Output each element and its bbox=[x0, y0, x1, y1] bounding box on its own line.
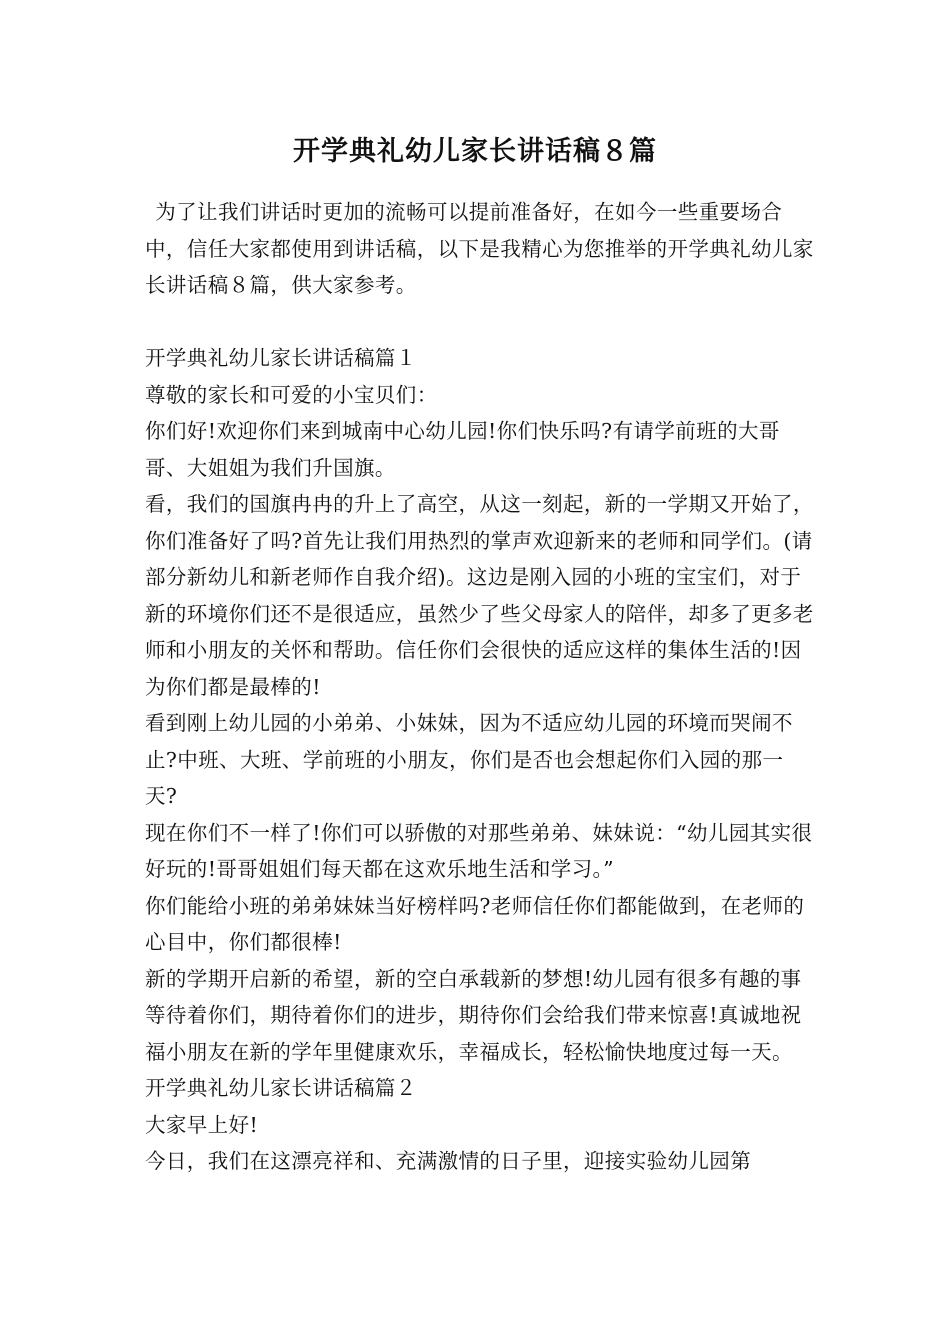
section-heading-2: 开学典礼幼儿家长讲话稿篇２ bbox=[145, 1076, 417, 1100]
intro-paragraph: 为了让我们讲话时更加的流畅可以提前准备好，在如今一些重要场合中，信任大家都使用到讲话稿，以下是我精心为您推举的开学典礼幼儿家长讲话稿８篇，供大家参考。 bbox=[145, 200, 814, 297]
body-paragraph: 你们能给小班的弟弟妹妹当好榜样吗?老师信任你们都能做到，在老师的心目中，你们都很棒! bbox=[145, 893, 805, 954]
body-paragraph: 你们好!欢迎你们来到城南中心幼儿园!你们快乐吗?有请学前班的大哥哥、大姐姐为我们升国旗。 bbox=[145, 419, 780, 480]
body-paragraph: 今日，我们在这漂亮祥和、充满激情的日子里，迎接实验幼儿园第 bbox=[145, 1149, 752, 1173]
paragraph-gap bbox=[145, 304, 815, 341]
section-heading-1: 开学典礼幼儿家长讲话稿篇１ bbox=[145, 346, 417, 370]
document-body bbox=[145, 194, 815, 1180]
body-paragraph: 看到刚上幼儿园的小弟弟、小妹妹，因为不适应幼儿园的环境而哭闹不止?中班、大班、学前班的小朋友，你们是否也会想起你们入园的那一天? bbox=[145, 711, 793, 808]
body-paragraph: 看，我们的国旗冉冉的升上了高空，从这一刻起，新的一学期又开始了，你们准备好了吗?首先让我们用热烈的掌声欢迎新来的老师和同学们。(请部分新幼儿和新老师作自我介绍)。这边是刚入园的小班的宝宝们，对于新的环境你们还不是很适应，虽然少了些父母家人的陪伴，却多了更多老师和小朋友的关怀和帮助。信任你们会很快的适应这样的集体生活的!因为你们都是最棒的! bbox=[145, 492, 814, 699]
salutation-paragraph: 尊敬的家长和可爱的小宝贝们： bbox=[145, 382, 438, 407]
document-title: 开学典礼幼儿家长讲话稿８篇 bbox=[293, 136, 657, 167]
body-paragraph: 新的学期开启新的希望，新的空白承载新的梦想!幼儿园有很多有趣的事等待着你们，期待着你们的进步，期待你们会给我们带来惊喜!真诚地祝福小朋友在新的学年里健康欢乐，幸福成长，轻松愉快地度过每一天。 bbox=[145, 966, 802, 1064]
body-paragraph: 现在你们不一样了!你们可以骄傲的对那些弟弟、妹妹说：“幼儿园其实很好玩的!哥哥姐姐们每天都在这欢乐地生活和学习。” bbox=[145, 820, 813, 881]
salutation-paragraph: 大家早上好! bbox=[145, 1112, 259, 1137]
